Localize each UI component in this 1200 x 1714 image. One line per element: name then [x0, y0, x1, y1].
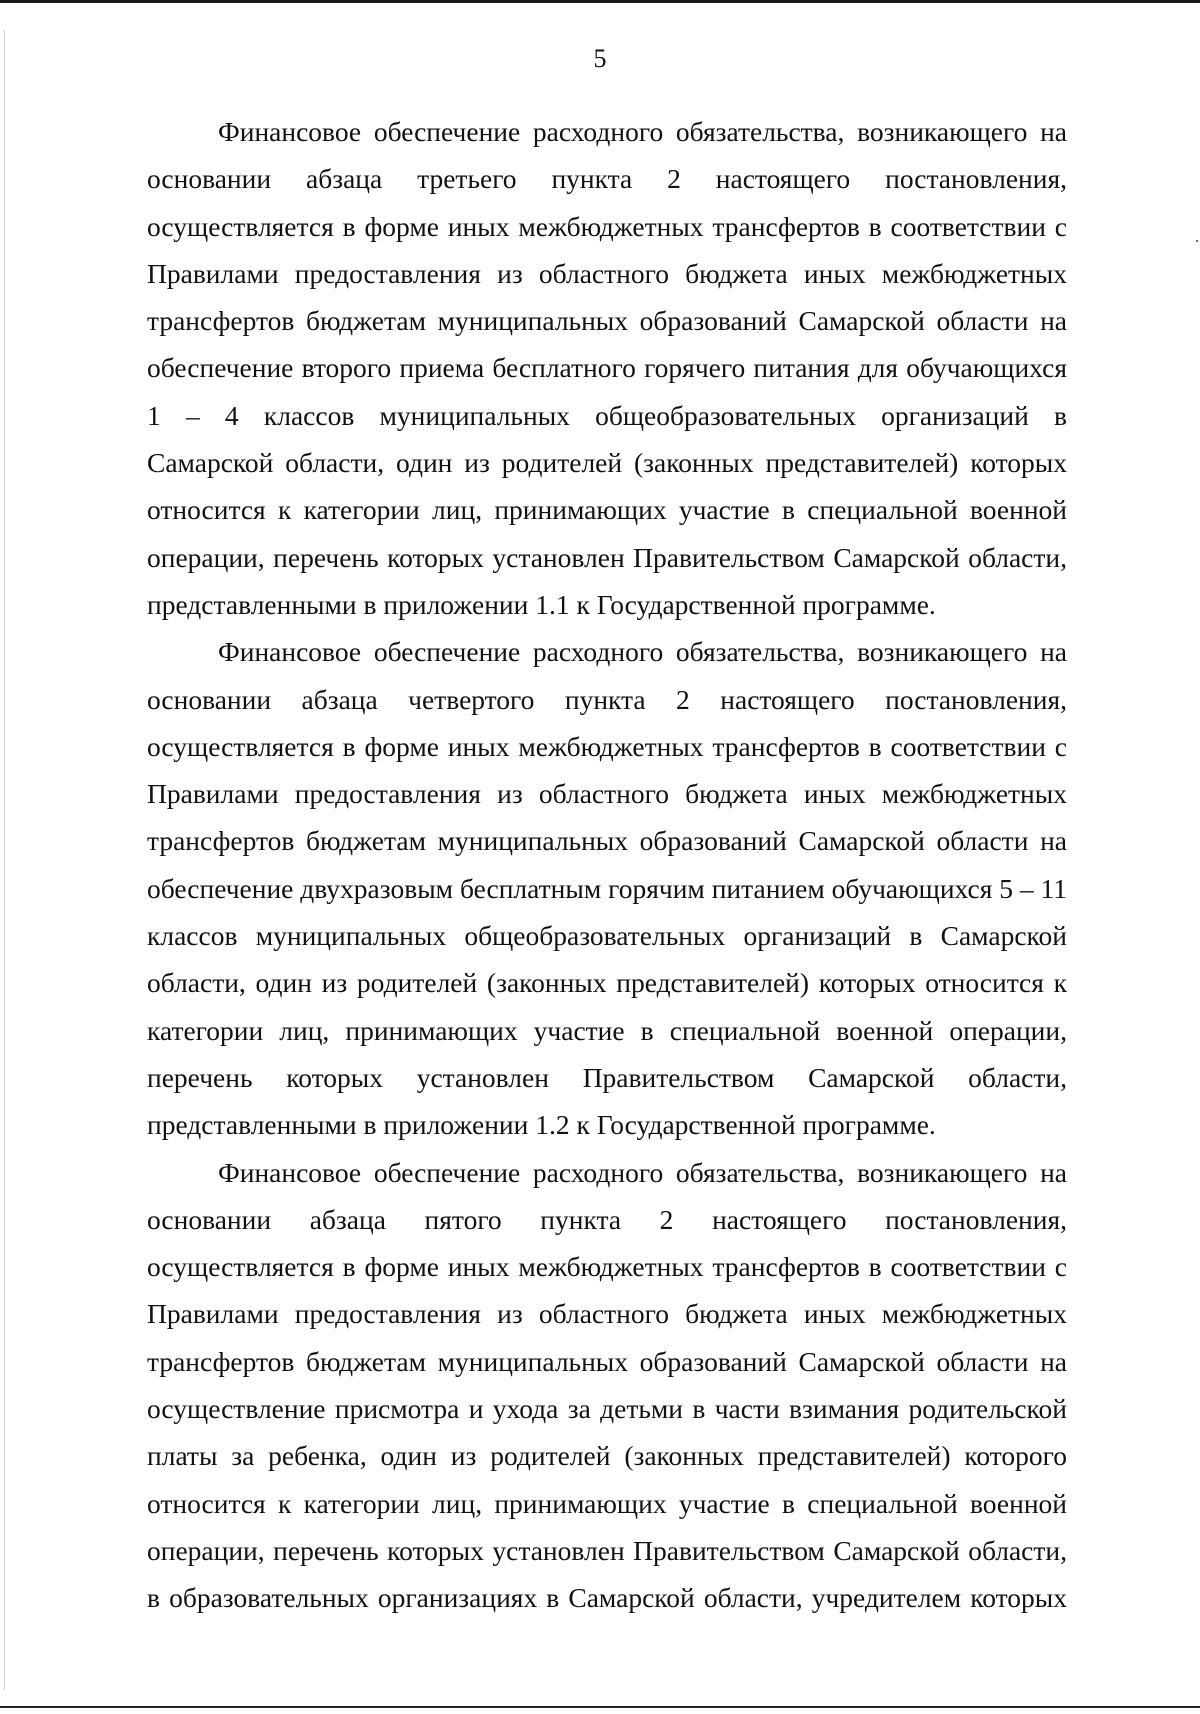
scan-speck [1196, 240, 1198, 242]
scan-edge-left [4, 30, 5, 1690]
scan-edge-bottom [0, 1706, 1200, 1708]
paragraph-3: Финансовое обеспечение расходного обязательства, возникающего на основании абзаца пятого пункта 2 настоящего постановления, осуществляется в форме иных межбюджетных трансфертов в соответствии с Правилами предоставления из областного бюджета иных межбюджетных трансфертов бюджетам муниципальных образований Самарской области на осуществление присмотра и ухода за детьми в части взимания родительской платы за ребенка, один из родителей (законных представителей) которого относится к категории лиц, принимающих участие в специальной военной операции, перечень которых установлен Правительством Самарской области, в образовательных организациях в Самарской области, учредителем которых [147, 1156, 1067, 1614]
scan-edge-top [0, 0, 1200, 3]
page-number: 5 [593, 44, 607, 73]
paragraph-1: Финансовое обеспечение расходного обязательства, возникающего на основании абзаца третьего пункта 2 настоящего постановления, осуществляется в форме иных межбюджетных трансфертов в соответствии с Правилами предоставления из областного бюджета иных межбюджетных трансфертов бюджетам муниципальных образований Самарской области на обеспечение второго приема бесплатного горячего питания для обучающихся 1 – 4 классов муниципальных общеобразовательных организаций в Самарской области, один из родителей (законных представителей) которых относится к категории лиц, принимающих участие в специальной военной операции, перечень которых установлен Правительством Самарской области, представленными в приложении 1.1 к Государственной программе. [147, 116, 1067, 620]
document-body [147, 108, 1067, 1622]
paragraph-2: Финансовое обеспечение расходного обязательства, возникающего на основании абзаца четвертого пункта 2 настоящего постановления, осуществляется в форме иных межбюджетных трансфертов в соответствии с Правилами предоставления из областного бюджета иных межбюджетных трансфертов бюджетам муниципальных образований Самарской области на обеспечение двухразовым бесплатным горячим питанием обучающихся 5 – 11 классов муниципальных общеобразовательных организаций в Самарской области, один из родителей (законных представителей) которых относится к категории лиц, принимающих участие в специальной военной операции, перечень которых установлен Правительством Самарской области, представленными в приложении 1.2 к Государственной программе. [147, 636, 1067, 1141]
